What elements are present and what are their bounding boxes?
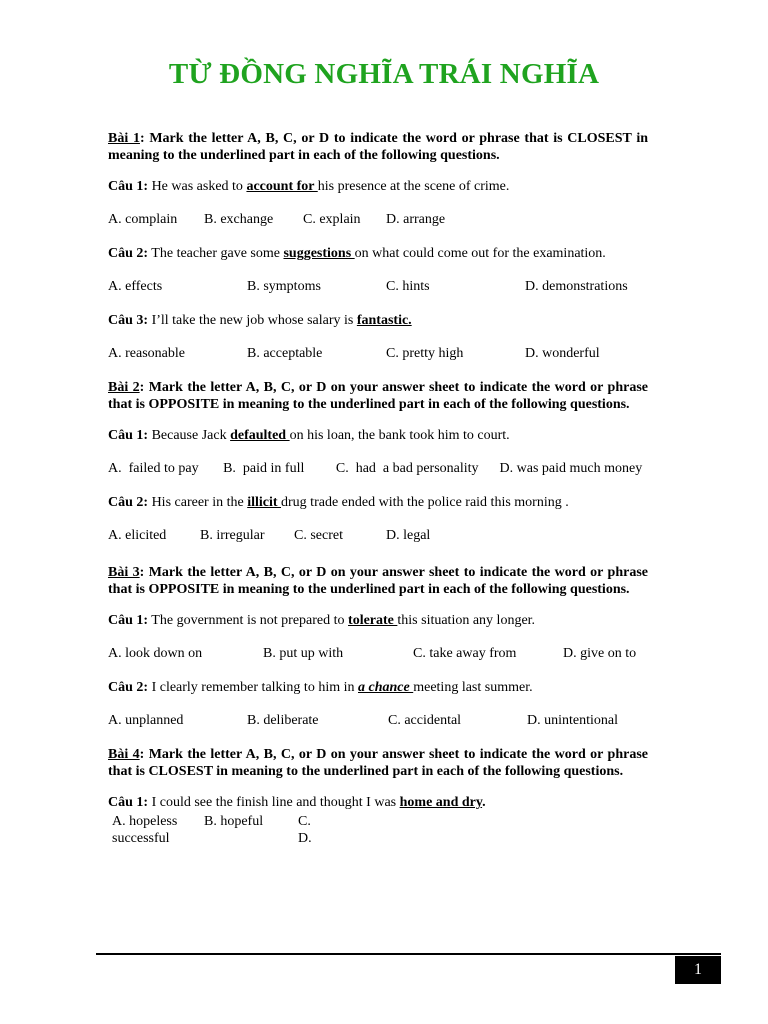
option-b[interactable]: B. hopeful [204, 814, 264, 829]
section-label: Bài 2 [108, 380, 140, 395]
underlined-phrase: defaulted [230, 428, 290, 443]
answer-options [112, 813, 648, 830]
option-b[interactable]: B. symptoms [247, 279, 321, 294]
option-a[interactable]: A. elicited [108, 528, 167, 543]
section-label: Bài 1 [108, 131, 140, 146]
question-text: Câu 1: The government is not prepared to tolerate this situation any longer. [108, 613, 536, 628]
answer-options [108, 645, 648, 662]
document-body [108, 130, 648, 847]
answer-options [108, 211, 648, 228]
section-label: Bài 3 [108, 565, 140, 580]
section-1-instruction: Bài 1: Mark the letter A, B, C, or D to indicate the word or phrase that is CLOSEST in meaning to the underlined part in each of the following questions. [108, 131, 648, 163]
option-b[interactable]: B. irregular [200, 528, 265, 543]
option-d[interactable]: D. give on to [563, 646, 637, 661]
option-a[interactable]: A. hopeless [112, 814, 178, 829]
section-4-instruction: Bài 4: Mark the letter A, B, C, or D on your answer sheet to indicate the word or phrase that is CLOSEST in meaning to the underlined part in each of the following questions. [108, 747, 648, 779]
underlined-phrase: tolerate [348, 613, 398, 628]
underlined-phrase: home and dry [399, 795, 483, 810]
underlined-phrase: account for [246, 179, 318, 194]
answer-options-continued [112, 830, 648, 847]
option-b[interactable]: B. exchange [204, 212, 274, 227]
underlined-phrase: fantastic. [356, 313, 412, 328]
option-d[interactable]: D. demonstrations [525, 279, 628, 294]
answer-options [108, 278, 648, 295]
section-3-instruction: Bài 3: Mark the letter A, B, C, or D on your answer sheet to indicate the word or phrase that is OPPOSITE in meaning to the underlined part in each of the following questions. [108, 565, 648, 597]
option-c[interactable]: C. secret [294, 528, 343, 543]
option-c[interactable]: C. accidental [388, 713, 462, 728]
option-b[interactable]: B. put up with [263, 646, 344, 661]
option-b-continued[interactable]: successful [112, 831, 170, 846]
question-text: Câu 2: I clearly remember talking to him in a chance meeting last summer. [108, 680, 533, 695]
question-text: Câu 3: I’ll take the new job whose salary is fantastic. [108, 313, 412, 328]
option-c[interactable]: C. hints [386, 279, 430, 294]
option-a[interactable]: A. unplanned [108, 713, 184, 728]
answer-options [108, 527, 648, 544]
answer-options[interactable]: A. failed to pay B. paid in full C. had a bad personality D. was paid much money [108, 461, 643, 476]
question-text: Câu 2: The teacher gave some suggestions on what could come out for the examination. [108, 246, 606, 261]
option-d[interactable]: D. arrange [386, 212, 446, 227]
option-a[interactable]: A. complain [108, 212, 178, 227]
question-text: Câu 1: Because Jack defaulted on his loan, the bank took him to court. [108, 428, 510, 443]
page-title: TỪ ĐỒNG NGHĨA TRÁI NGHĨA [168, 58, 600, 90]
underlined-phrase: a chance [358, 680, 414, 695]
underlined-phrase: illicit [247, 495, 282, 510]
question-text: Câu 2: His career in the illicit drug trade ended with the police raid this morning . [108, 495, 569, 510]
option-a[interactable]: A. look down on [108, 646, 203, 661]
option-d[interactable]: D. wonderful [525, 346, 600, 361]
option-a[interactable]: A. reasonable [108, 346, 185, 361]
option-d[interactable]: D. [298, 831, 312, 846]
option-c[interactable]: C. take away from [413, 646, 517, 661]
option-c[interactable]: C. explain [303, 212, 361, 227]
question-text: Câu 1: I could see the finish line and thought I was home and dry. [108, 795, 486, 810]
option-a[interactable]: A. effects [108, 279, 163, 294]
option-b[interactable]: B. deliberate [247, 713, 319, 728]
option-c[interactable]: C. [298, 814, 311, 829]
page-number: 1 [675, 956, 721, 984]
question-text: Câu 1: He was asked to account for his presence at the scene of crime. [108, 179, 510, 194]
answer-options [108, 712, 648, 729]
underlined-phrase: suggestions [283, 246, 355, 261]
option-b[interactable]: B. acceptable [247, 346, 323, 361]
option-d[interactable]: D. legal [386, 528, 431, 543]
answer-options [108, 345, 648, 362]
section-2-instruction: Bài 2: Mark the letter A, B, C, or D on your answer sheet to indicate the word or phrase that is OPPOSITE in meaning to the underlined part in each of the following questions. [108, 380, 648, 412]
footer-divider [96, 953, 721, 955]
option-c[interactable]: C. pretty high [386, 346, 464, 361]
option-d[interactable]: D. unintentional [527, 713, 618, 728]
section-label: Bài 4 [108, 747, 140, 762]
